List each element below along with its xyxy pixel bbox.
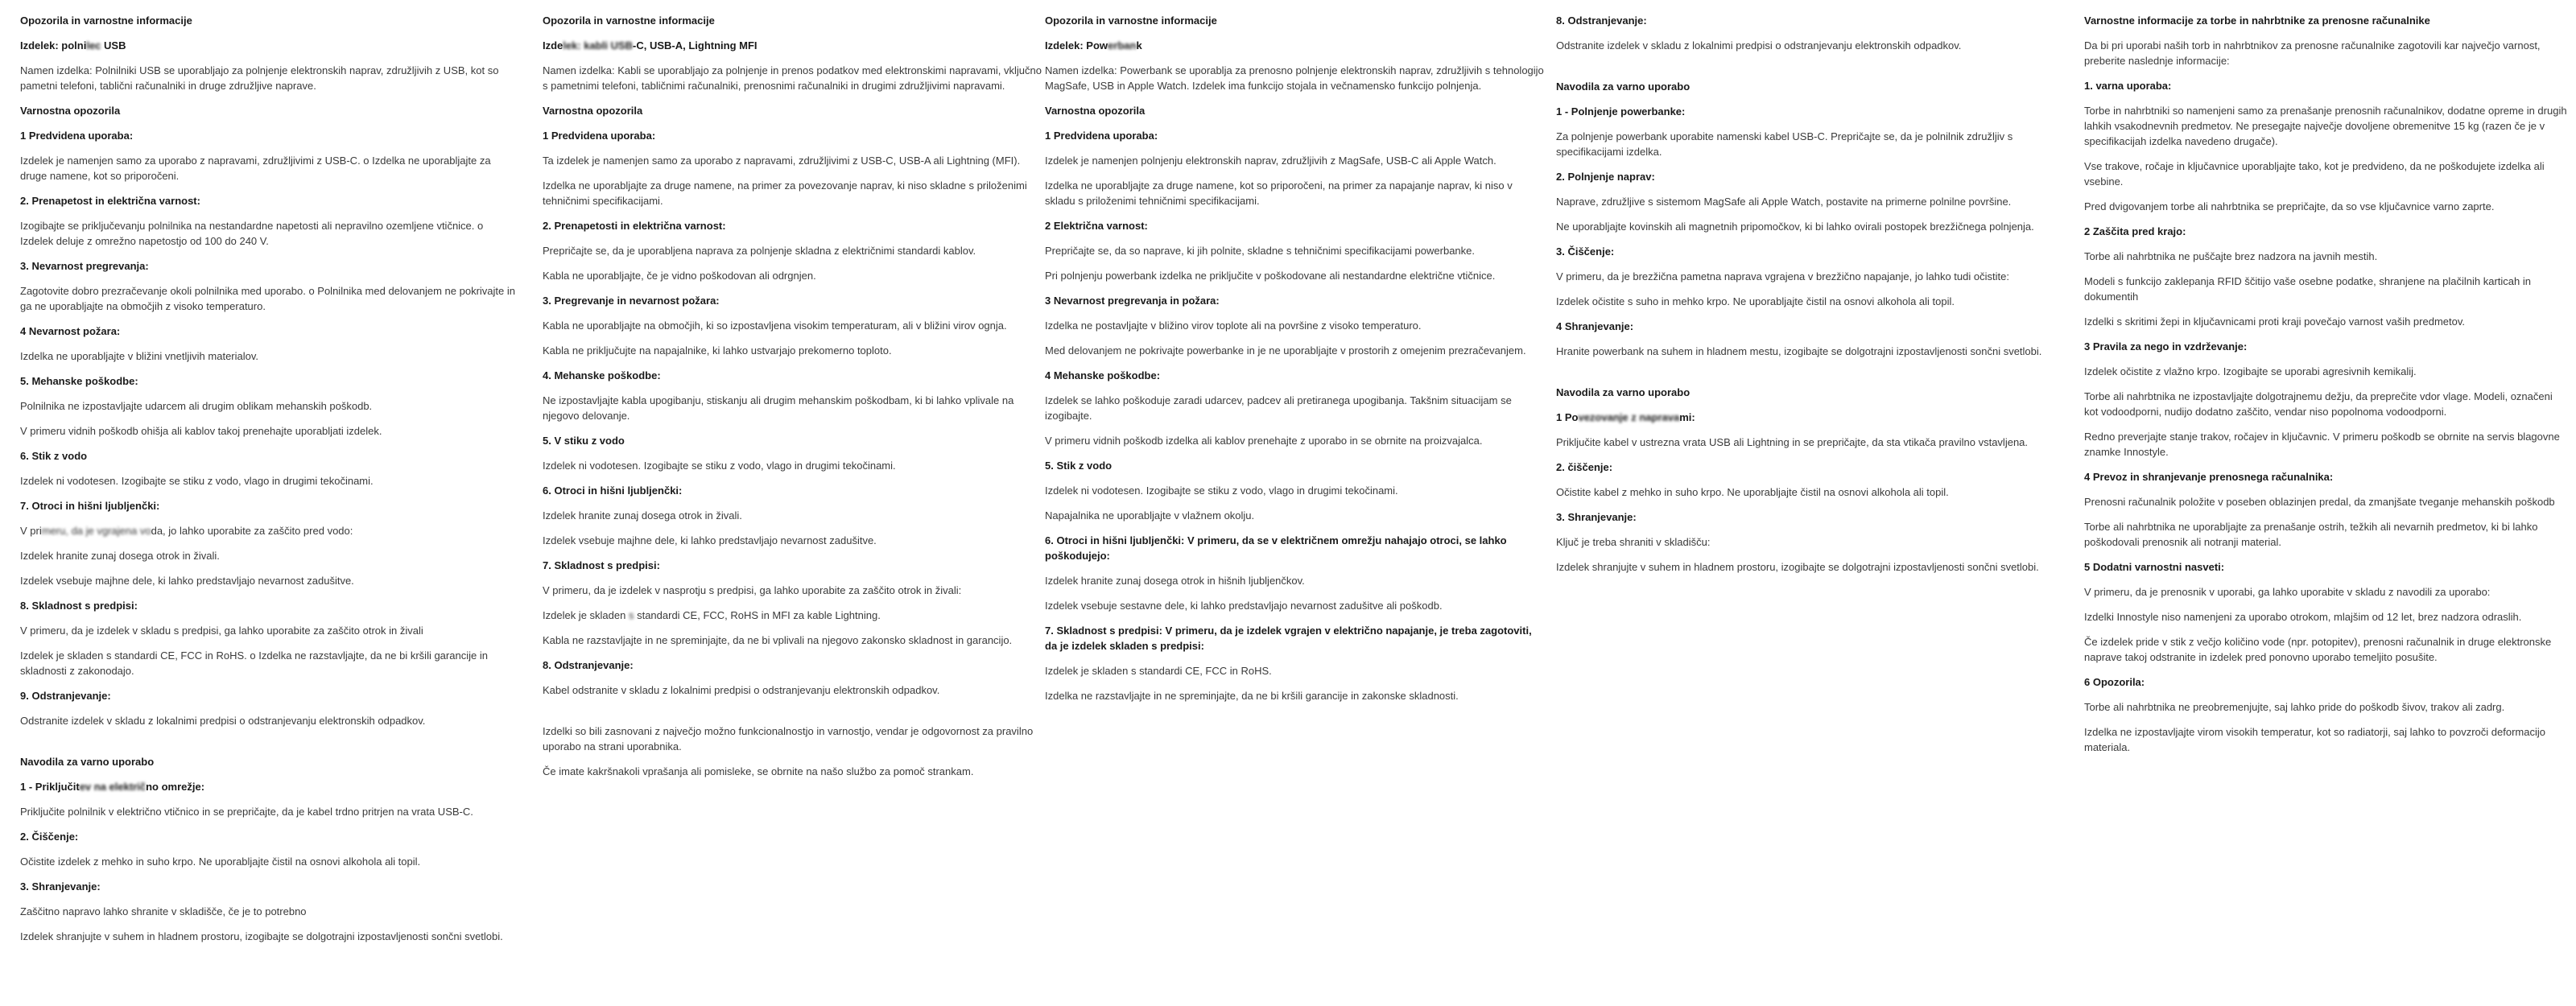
paragraph: Namen izdelka: Powerbank se uporablja za prenosno polnjenje elektronskih naprav, združljivih s tehnologijo MagSafe, USB in Apple Watch. Izdelek ima funkcijo stojala in večnamensko funkcijo polnjenja. xyxy=(1045,64,1544,92)
section-heading: Opozorila in varnostne informacije xyxy=(1045,14,1217,27)
section-heading: 2 Električna varnost: xyxy=(1045,220,1148,232)
column-usb-cables xyxy=(543,13,1042,789)
paragraph: Redno preverjajte stanje trakov, ročajev in ključavnic. V primeru poškodb se obrnite na servis blagovne znamke Innostyle. xyxy=(2084,431,2560,458)
paragraph: Prepričajte se, da je uporabljena naprava za polnjenje skladna z električnimi standardi kablov. xyxy=(543,245,976,257)
section-heading: 6. Otroci in hišni ljubljenčki: xyxy=(543,484,683,497)
paragraph: Izdelek je namenjen samo za uporabo z napravami, združljivimi z USB-C. o Izdelka ne uporabljajte za druge namene, kot so priporočeni. xyxy=(20,155,491,182)
paragraph: Izdelek shranjujte v suhem in hladnem prostoru, izogibajte se dolgotrajni izpostavljenosti sončni svetlobi. xyxy=(20,930,503,942)
section-heading: 2. Čiščenje: xyxy=(20,831,79,843)
section-heading: 3. Čiščenje: xyxy=(1556,245,1615,258)
text-fragment: Izdelek: polni xyxy=(20,39,87,52)
blurred-text: lek: kabli USB xyxy=(563,39,633,52)
paragraph: Očistite kabel z mehko in suho krpo. Ne uporabljajte čistil na osnovi alkohola ali topil. xyxy=(1556,486,1949,498)
paragraph: Odstranite izdelek v skladu z lokalnimi predpisi o odstranjevanju elektronskih odpadkov. xyxy=(20,715,426,727)
blurred-text: ev na električ xyxy=(79,781,147,793)
section-heading: Varnostna opozorila xyxy=(1045,105,1146,117)
section-heading xyxy=(20,779,519,794)
text-fragment: -C, USB-A, Lightning MFI xyxy=(633,39,758,52)
paragraph: Izdelek ni vodotesen. Izogibajte se stiku z vodo, vlago in drugimi tekočinami. xyxy=(543,460,896,472)
section-heading: 1 Predvidena uporaba: xyxy=(1045,130,1158,142)
paragraph: Polnilnika ne izpostavljajte udarcem ali drugim oblikam mehanskih poškodb. xyxy=(20,400,373,412)
section-heading: 1 Predvidena uporaba: xyxy=(543,130,656,142)
text-fragment: standardi CE, FCC, RoHS in MFI za kable Lightning. xyxy=(637,609,881,621)
paragraph: Priključite kabel v ustrezna vrata USB ali Lightning in se prepričajte, da sta vtikača pravilno vstavljena. xyxy=(1556,436,2029,448)
blurred-text: vezovanje z naprava xyxy=(1578,411,1680,423)
paragraph: V primeru, da je izdelek v nasprotju s predpisi, ga lahko uporabite za zaščito otrok in živali: xyxy=(543,584,962,596)
paragraph: Izdelek je skladen s standardi CE, FCC in RoHS. o Izdelka ne razstavljajte, da ne bi kršili garancije in skladnosti z zakonodajo. xyxy=(20,649,488,677)
paragraph: V primeru vidnih poškodb izdelka ali kablov prenehajte z uporabo in se obrnite na proizvajalca. xyxy=(1045,435,1483,447)
section-heading: Varnostna opozorila xyxy=(543,105,643,117)
paragraph: Torbe in nahrbtniki so namenjeni samo za prenašanje prenosnih računalnikov, dodatne opreme in drugih lahkih vsakodnevnih predmetov. Ne presegajte največje dovoljene obremenitve 15 kg (razen če je v specifikacijah izdelka navedeno drugače). xyxy=(2084,105,2567,147)
paragraph: Ključ je treba shraniti v skladišču: xyxy=(1556,536,1711,548)
paragraph: Pri polnjenju powerbank izdelka ne priključite v poškodovane ali nestandardne električne vtičnice. xyxy=(1045,270,1496,282)
paragraph: Kabel odstranite v skladu z lokalnimi predpisi o odstranjevanju elektronskih odpadkov. xyxy=(543,684,940,696)
paragraph: Izdelek je namenjen polnjenju elektronskih naprav, združljivih z MagSafe, USB-C ali Apple Watch. xyxy=(1045,155,1496,167)
section-heading: 3 Nevarnost pregrevanja in požara: xyxy=(1045,295,1220,307)
section-heading: 7. Skladnost s predpisi: xyxy=(543,559,660,571)
paragraph: Izdelek hranite zunaj dosega otrok in živali. xyxy=(543,509,742,522)
section-heading xyxy=(20,38,519,53)
section-heading: Varnostne informacije za torbe in nahrbtnike za prenosne računalnike xyxy=(2084,14,2430,27)
paragraph: Ta izdelek je namenjen samo za uporabo z napravami, združljivimi z USB-C, USB-A ali Lightning (MFI). xyxy=(543,155,1021,167)
paragraph: Izdelek očistite z vlažno krpo. Izogibajte se uporabi agresivnih kemikalij. xyxy=(2084,365,2417,377)
paragraph: Namen izdelka: Kabli se uporabljajo za polnjenje in prenos podatkov med elektronskimi napravami, vključno s pametnimi telefoni, tabličnimi računalniki, prenosnimi računalniki in drugimi združljivimi napravami. xyxy=(543,64,1042,92)
paragraph: Kabla ne razstavljajte in ne spreminjajte, da ne bi vplivali na njegovo zakonsko skladnost in garancijo. xyxy=(543,634,1013,646)
paragraph xyxy=(20,523,519,538)
section-heading: 3. Pregrevanje in nevarnost požara: xyxy=(543,295,720,307)
section-heading: 2. Prenapetost in električna varnost: xyxy=(20,195,200,207)
section-heading: Navodila za varno uporabo xyxy=(1556,386,1690,398)
paragraph: Torbe ali nahrbtnika ne izpostavljajte dolgotrajnemu dežju, da preprečite vdor vlage. Modeli, označeni kot vodoodporni, nudijo dodatno zaščito, vendar niso popolnoma vodoodporni. xyxy=(2084,390,2553,418)
column-laptop-bags xyxy=(2084,13,2567,765)
section-heading: 6 Opozorila: xyxy=(2084,676,2145,688)
blurred-text: lec xyxy=(86,39,101,52)
section-heading: 1. varna uporaba: xyxy=(2084,80,2172,92)
paragraph: Pred dvigovanjem torbe ali nahrbtnika se prepričajte, da so vse ključavnice varno zaprte. xyxy=(2084,200,2495,212)
section-heading xyxy=(543,38,1042,53)
paragraph: Prenosni računalnik položite v poseben oblazinjen predal, da zmanjšate tveganje mehanskih poškodb xyxy=(2084,496,2555,508)
paragraph: Kabla ne priključujte na napajalnike, ki lahko ustvarjajo prekomerno toploto. xyxy=(543,344,892,357)
text-fragment: 1 - Priključit xyxy=(20,781,80,793)
section-heading: 3. Nevarnost pregrevanja: xyxy=(20,260,149,272)
section-heading: Opozorila in varnostne informacije xyxy=(543,14,715,27)
paragraph: Modeli s funkcijo zaklepanja RFID ščitijo vaše osebne podatke, shranjene na plačilnih karticah in dokumentih xyxy=(2084,275,2531,303)
paragraph: Izdelka ne uporabljajte za druge namene, kot so priporočeni, na primer za napajanje naprav, ki niso v skladu s priloženimi tehničnimi specifikacijami. xyxy=(1045,179,1513,207)
section-heading: 2. Polnjenje naprav: xyxy=(1556,171,1655,183)
paragraph: V primeru vidnih poškodb ohišja ali kablov takoj prenehajte uporabljati izdelek. xyxy=(20,425,382,437)
text-fragment: no omrežje: xyxy=(146,781,205,793)
section-heading: 2. čiščenje: xyxy=(1556,461,1613,473)
blurred-text: erban xyxy=(1108,39,1137,52)
paragraph: Ne uporabljajte kovinskih ali magnetnih pripomočkov, ki bi lahko ovirali postopek brezžičnega polnjenja. xyxy=(1556,221,2034,233)
section-heading: 8. Odstranjevanje: xyxy=(543,659,634,671)
paragraph: Izdelek hranite zunaj dosega otrok in hišnih ljubljenčkov. xyxy=(1045,575,1305,587)
paragraph: Izdelka ne uporabljajte za druge namene, na primer za povezovanje naprav, ki niso skladne s priloženimi tehničnimi specifikacijami. xyxy=(543,179,1027,207)
paragraph: Izdelek vsebuje majhne dele, ki lahko predstavljajo nevarnost zadušitve. xyxy=(543,534,877,546)
paragraph: Izdelki so bili zasnovani z največjo možno funkcionalnostjo in varnostjo, vendar je odgovornost za pravilno uporabo na strani uporabnika. xyxy=(543,725,1034,752)
paragraph: Izdelek vsebuje majhne dele, ki lahko predstavljajo nevarnost zadušitve. xyxy=(20,575,354,587)
column-powerbank xyxy=(1045,13,1544,713)
paragraph: Izdelek ni vodotesen. Izogibajte se stiku z vodo, vlago in drugimi tekočinami. xyxy=(1045,484,1398,497)
paragraph: V primeru, da je prenosnik v uporabi, ga lahko uporabite v skladu z navodili za uporabo: xyxy=(2084,586,2491,598)
paragraph: Torbe ali nahrbtnika ne uporabljajte za prenašanje ostrih, težkih ali nevarnih predmetov, ki bi lahko poškodovali prenosnik ali notranji material. xyxy=(2084,521,2538,548)
paragraph: Kabla ne uporabljajte, če je vidno poškodovan ali odrgnjen. xyxy=(543,270,816,282)
paragraph: V primeru, da je izdelek v skladu s predpisi, ga lahko uporabite za zaščito otrok in živali xyxy=(20,625,423,637)
column-powerbank-instructions xyxy=(1556,13,2055,584)
section-heading: 6. Otroci in hišni ljubljenčki: V primeru, da se v električnem omrežju nahajajo otroci, se lahko poškodujejo: xyxy=(1045,534,1507,562)
spacer xyxy=(1556,369,2055,385)
paragraph: Izdelek hranite zunaj dosega otrok in živali. xyxy=(20,550,220,562)
section-heading: 4 Nevarnost požara: xyxy=(20,325,121,337)
text-fragment: Izdelek: Pow xyxy=(1045,39,1108,52)
paragraph: Izogibajte se priključevanju polnilnika na nestandardne napetosti ali nepravilno ozemljene vtičnice. o Izdelek deluje z omrežno napetostjo od 100 do 240 V. xyxy=(20,220,484,247)
section-heading: 4. Mehanske poškodbe: xyxy=(543,369,661,381)
section-heading: 4 Shranjevanje: xyxy=(1556,320,1634,332)
section-heading: 8. Odstranjevanje: xyxy=(1556,14,1647,27)
paragraph: Očistite izdelek z mehko in suho krpo. Ne uporabljajte čistil na osnovi alkohola ali topil. xyxy=(20,856,421,868)
section-heading: 5. V stiku z vodo xyxy=(543,435,625,447)
column-usb-charger xyxy=(20,13,519,954)
section-heading xyxy=(1556,410,2055,425)
section-heading: 9. Odstranjevanje: xyxy=(20,690,111,702)
spacer xyxy=(1556,63,2055,79)
spacer xyxy=(543,707,1042,724)
section-heading: 4 Prevoz in shranjevanje prenosnega računalnika: xyxy=(2084,471,2334,483)
paragraph: Odstranite izdelek v skladu z lokalnimi predpisi o odstranjevanju elektronskih odpadkov. xyxy=(1556,39,1962,52)
text-fragment: da, jo lahko uporabite za zaščito pred vodo: xyxy=(151,525,353,537)
text-fragment: mi: xyxy=(1679,411,1695,423)
section-heading: 5 Dodatni varnostni nasveti: xyxy=(2084,561,2225,573)
text-fragment: 1 Po xyxy=(1556,411,1579,423)
paragraph: Da bi pri uporabi naših torb in nahrbtnikov za prenosne računalnike zagotovili kar največjo varnost, preberite naslednje informacije: xyxy=(2084,39,2541,67)
paragraph: Napajalnika ne uporabljajte v vlažnem okolju. xyxy=(1045,509,1255,522)
paragraph: Izdelki Innostyle niso namenjeni za uporabo otrokom, mlajšim od 12 let, brez nadzora odraslih. xyxy=(2084,611,2522,623)
paragraph: Zagotovite dobro prezračevanje okoli polnilnika med uporabo. o Polnilnika med delovanjem ne pokrivajte in ga ne uporabljajte na območjih z visoko temperaturo. xyxy=(20,285,515,312)
section-heading: 5. Mehanske poškodbe: xyxy=(20,375,138,387)
paragraph: Hranite powerbank na suhem in hladnem mestu, izogibajte se dolgotrajni izpostavljenosti sončni svetlobi. xyxy=(1556,345,2042,357)
blurred-text: meru, da je vgrajena vo xyxy=(41,525,151,537)
paragraph: Izdelka ne postavljajte v bližino virov toplote ali na površine z visoko temperaturo. xyxy=(1045,320,1422,332)
section-heading: 1 Predvidena uporaba: xyxy=(20,130,134,142)
paragraph: Prepričajte se, da so naprave, ki jih polnite, skladne s tehničnimi specifikacijami powerbanke. xyxy=(1045,245,1475,257)
blurred-text: s xyxy=(625,609,638,621)
section-heading: 2 Zaščita pred krajo: xyxy=(2084,225,2186,237)
section-heading: Varnostna opozorila xyxy=(20,105,121,117)
section-heading: Navodila za varno uporabo xyxy=(1556,80,1690,93)
section-heading: 8. Skladnost s predpisi: xyxy=(20,600,138,612)
spacer xyxy=(20,738,519,754)
paragraph: Zaščitno napravo lahko shranite v skladišče, če je to potrebno xyxy=(20,905,307,917)
section-heading: Opozorila in varnostne informacije xyxy=(20,14,192,27)
paragraph: Izdelek je skladen s standardi CE, FCC in RoHS. xyxy=(1045,665,1272,677)
paragraph: Naprave, združljive s sistemom MagSafe ali Apple Watch, postavite na primerne polnilne površine. xyxy=(1556,196,2012,208)
section-heading: 5. Stik z vodo xyxy=(1045,460,1113,472)
paragraph xyxy=(543,608,1042,623)
text-fragment: V pri xyxy=(20,525,42,537)
paragraph: Priključite polnilnik v električno vtičnico in se prepričajte, da je kabel trdno pritrjen na vrata USB-C. xyxy=(20,806,473,818)
section-heading: 3. Shranjevanje: xyxy=(20,880,101,893)
section-heading: 7. Otroci in hišni ljubljenčki: xyxy=(20,500,160,512)
paragraph: Izdelka ne izpostavljajte virom visokih temperatur, kot so radiatorji, saj lahko to povzroči deformacijo materiala. xyxy=(2084,726,2545,753)
text-fragment: USB xyxy=(101,39,126,52)
paragraph: Torbe ali nahrbtnika ne puščajte brez nadzora na javnih mestih. xyxy=(2084,250,2378,262)
paragraph: Izdelek ni vodotesen. Izogibajte se stiku z vodo, vlago in drugimi tekočinami. xyxy=(20,475,374,487)
text-fragment: Izdelek je skladen xyxy=(543,609,626,621)
paragraph: Namen izdelka: Polnilniki USB se uporabljajo za polnjenje elektronskih naprav, združljivih z USB, kot so pametni telefoni, tablični računalniki in druge združljive naprave. xyxy=(20,64,499,92)
section-heading: 4 Mehanske poškodbe: xyxy=(1045,369,1161,381)
text-fragment: k xyxy=(1136,39,1142,52)
section-heading: 6. Stik z vodo xyxy=(20,450,88,462)
paragraph: Izdelek očistite s suho in mehko krpo. Ne uporabljajte čistil na osnovi alkohola ali topil. xyxy=(1556,295,1955,307)
paragraph: Torbe ali nahrbtnika ne preobremenjujte, saj lahko pride do poškodb šivov, trakov ali zadrg. xyxy=(2084,701,2505,713)
section-heading: 2. Prenapetosti in električna varnost: xyxy=(543,220,726,232)
paragraph: Izdelki s skritimi žepi in ključavnicami proti kraji povečajo varnost vaših predmetov. xyxy=(2084,315,2465,328)
section-heading: 3. Shranjevanje: xyxy=(1556,511,1637,523)
paragraph: Za polnjenje powerbank uporabite namenski kabel USB-C. Prepričajte se, da je polnilnik združljiv s specifikacijami izdelka. xyxy=(1556,130,2013,158)
section-heading: Navodila za varno uporabo xyxy=(20,756,155,768)
paragraph: Če izdelek pride v stik z večjo količino vode (npr. potopitev), prenosni računalnik in druge elektronske naprave takoj odstranite in izdelek pred ponovno uporabo temeljito posušite. xyxy=(2084,636,2552,663)
text-fragment: Izde xyxy=(543,39,564,52)
paragraph: Izdelek vsebuje sestavne dele, ki lahko predstavljajo nevarnost zadušitve ali poškodb. xyxy=(1045,600,1443,612)
section-heading: 1 - Polnjenje powerbanke: xyxy=(1556,105,1686,118)
paragraph: Če imate kakršnakoli vprašanja ali pomisleke, se obrnite na našo službo za pomoč strankam. xyxy=(543,765,974,777)
paragraph: Izdelek se lahko poškoduje zaradi udarcev, padcev ali pretiranega upogibanja. Takšnim situacijam se izogibajte. xyxy=(1045,394,1512,422)
section-heading xyxy=(1045,38,1544,53)
section-heading: 3 Pravila za nego in vzdrževanje: xyxy=(2084,340,2248,353)
paragraph: Kabla ne uporabljajte na območjih, ki so izpostavljena visokim temperaturam, ali v bližini virov ognja. xyxy=(543,320,1007,332)
paragraph: Med delovanjem ne pokrivajte powerbanke in je ne uporabljajte v prostorih z omejenim prezračevanjem. xyxy=(1045,344,1526,357)
paragraph: Izdelka ne uporabljajte v bližini vnetljivih materialov. xyxy=(20,350,259,362)
paragraph: V primeru, da je brezžična pametna naprava vgrajena v brezžično napajanje, jo lahko tudi očistite: xyxy=(1556,270,2009,282)
paragraph: Vse trakove, ročaje in ključavnice uporabljajte tako, kot je predvideno, da ne poškodujete izdelka ali vsebine. xyxy=(2084,160,2545,188)
paragraph: Izdelek shranjujte v suhem in hladnem prostoru, izogibajte se dolgotrajni izpostavljenosti sončni svetlobi. xyxy=(1556,561,2039,573)
section-heading: 7. Skladnost s predpisi: V primeru, da je izdelek vgrajen v električno napajanje, je treba zagotoviti, da je izdelek skladen s predpisi: xyxy=(1045,625,1532,652)
paragraph: Ne izpostavljajte kabla upogibanju, stiskanju ali drugim mehanskim poškodbam, ki bi lahko vplivale na njegovo delovanje. xyxy=(543,394,1014,422)
paragraph: Izdelka ne razstavljajte in ne spreminjajte, da ne bi kršili garancije in zakonske skladnosti. xyxy=(1045,690,1459,702)
